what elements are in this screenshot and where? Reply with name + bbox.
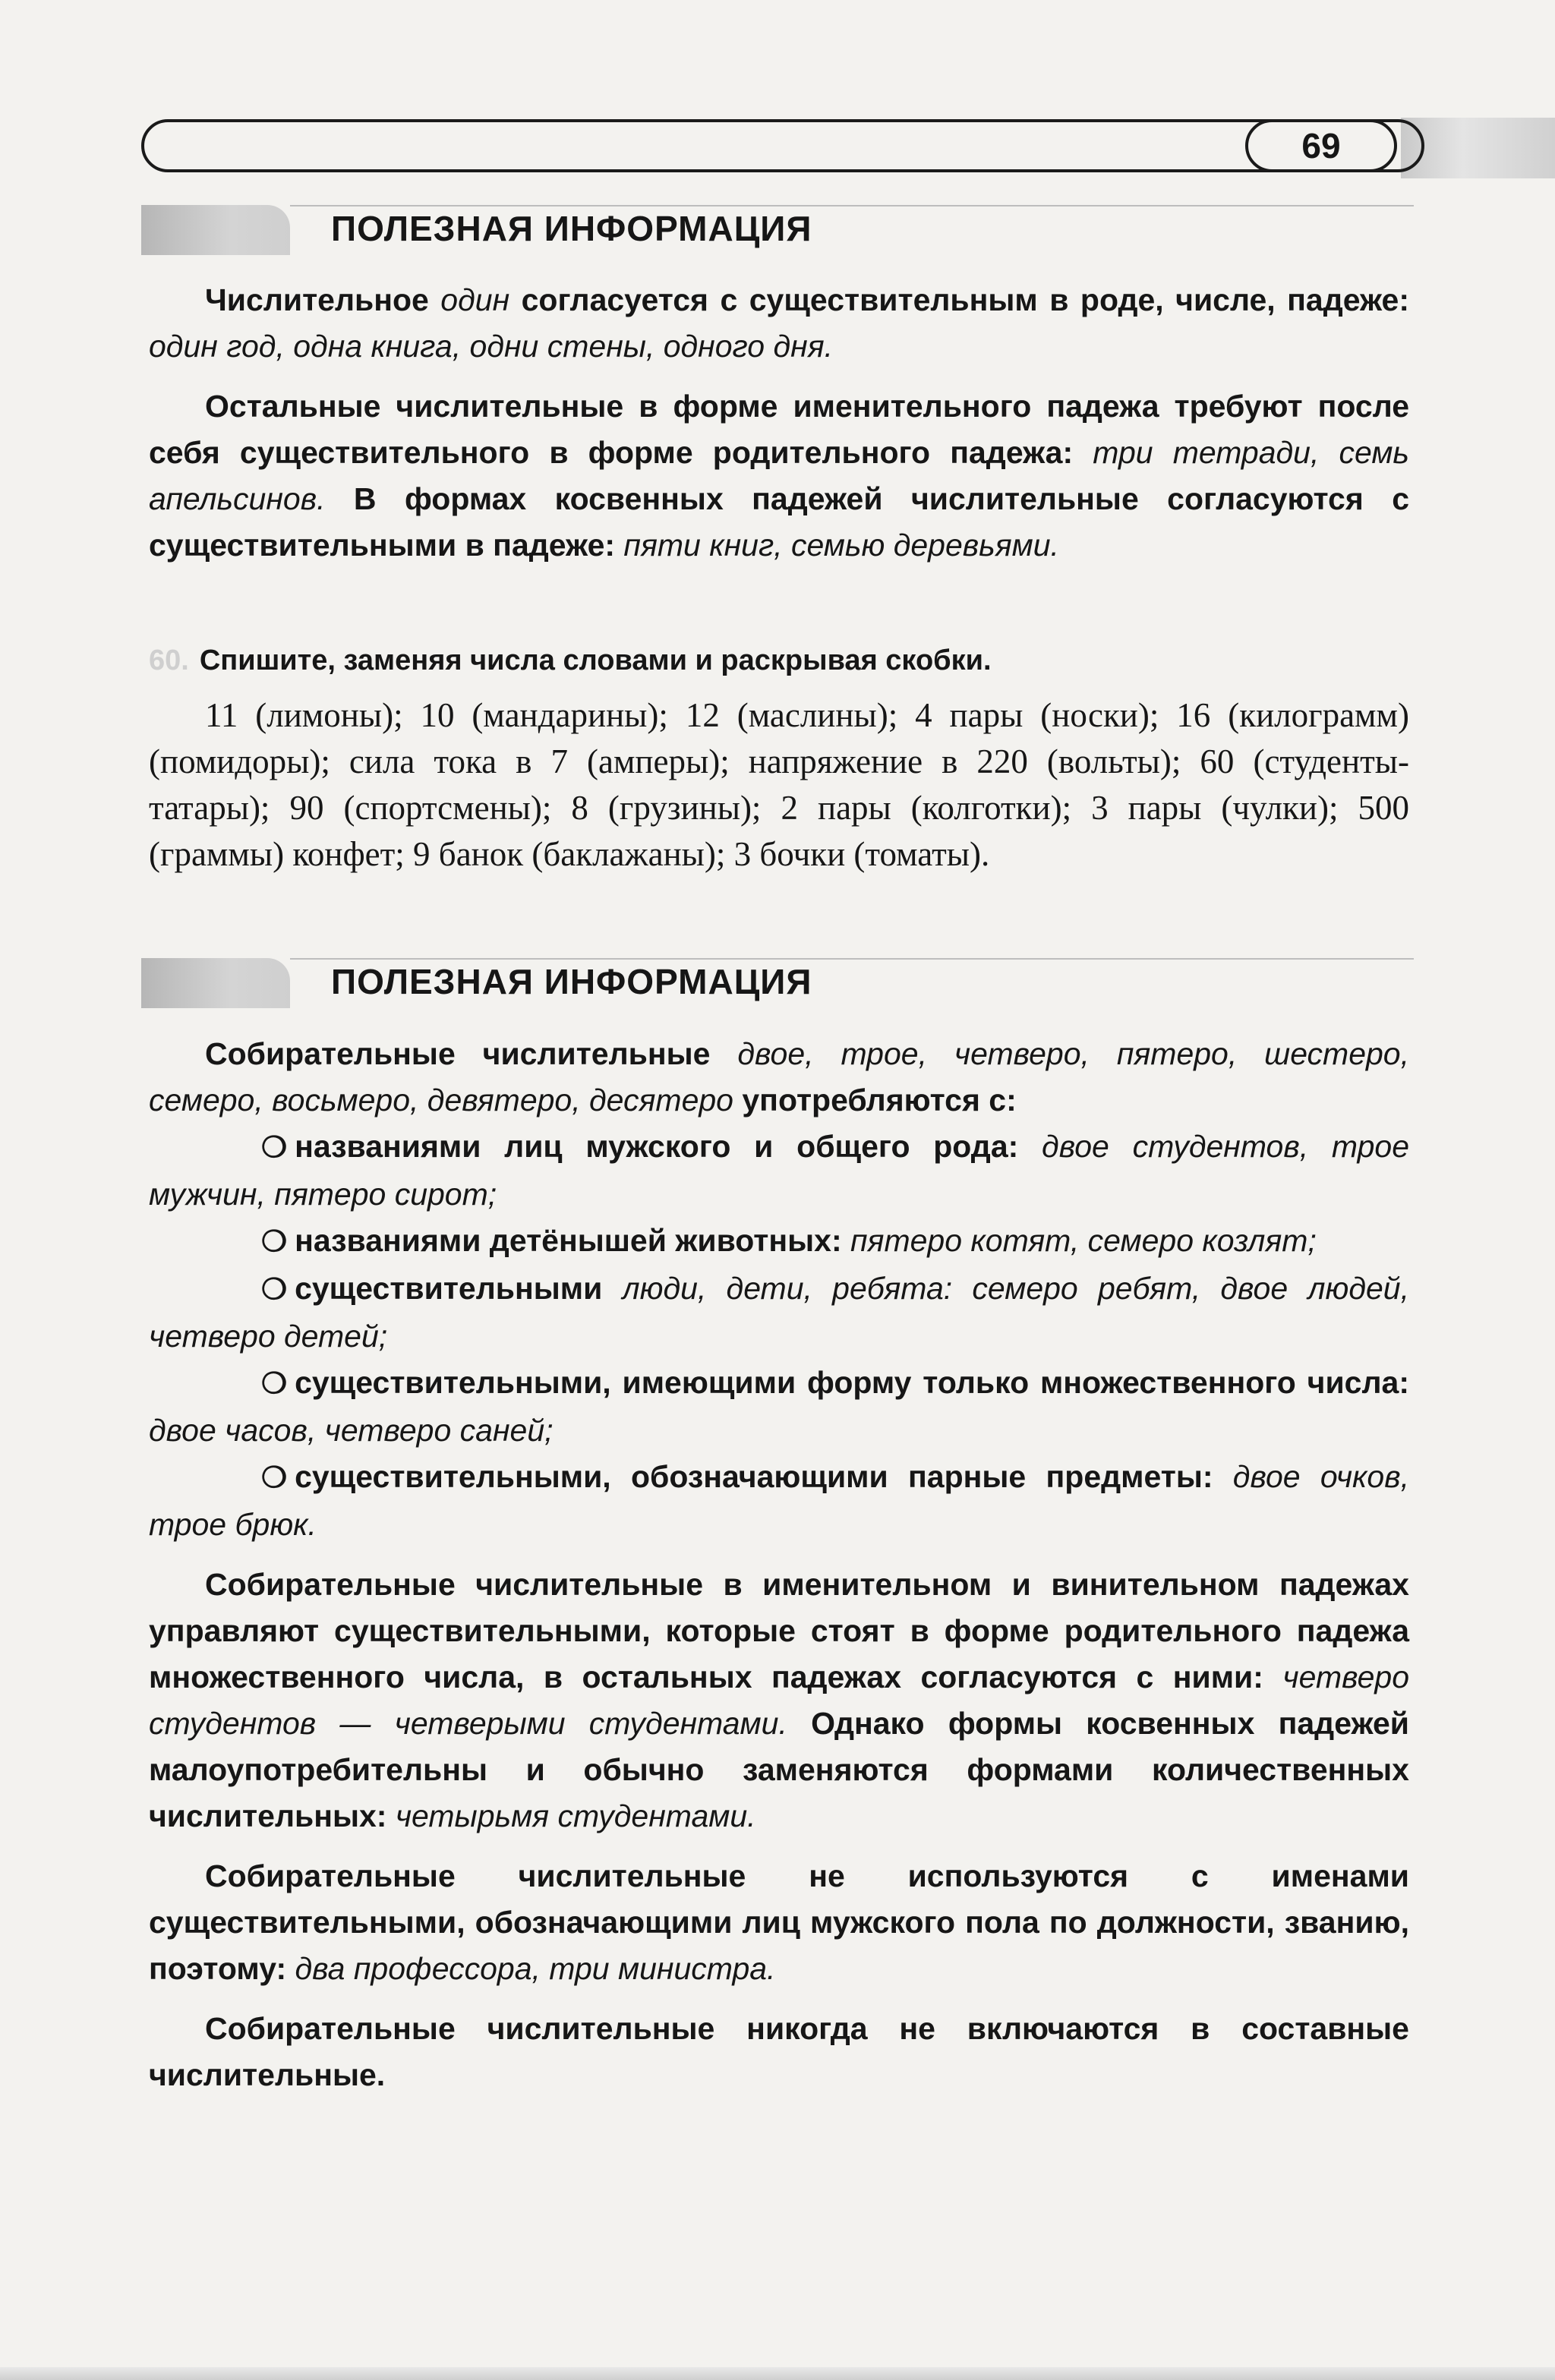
rule-text: Собирательные числительные в именительном и винительном падежах управляют существительными, которые стоят в форме родительного падежа множественного числа, в остальных падежах согласуются с ними: xyxy=(149,1567,1409,1694)
bullet-circle-icon: ❍ xyxy=(261,1226,288,1258)
bullet-item xyxy=(149,1266,1409,1360)
page-number xyxy=(1245,119,1397,172)
exercise-number: 60. xyxy=(149,645,189,676)
info-heading-1 xyxy=(141,205,1417,260)
bullet-item xyxy=(149,1360,1409,1454)
info-block-2 xyxy=(149,1031,1409,2112)
rule-text: Остальные числительные в форме именительного падежа требуют после себя существительного в форме родительного падежа: xyxy=(149,389,1409,470)
rule-text: названиями лиц мужского и общего рода: xyxy=(295,1129,1042,1164)
rule-text: существительными xyxy=(295,1271,623,1306)
exercise-text: 11 (лимоны); 10 (мандарины); 12 (маслины); 4 пары (носки); 16 (килограмм) (помидоры); сила тока в 7 (амперы); напряжение в 220 (вольты); 60 (студенты-татары); 90 (спортсмены); 8 (грузины); 2 пары (колготки); 3 пары (чулки); 500 (граммы) конфет; 9 банок (баклажаны); 3 бочки (томаты). xyxy=(149,696,1409,873)
info-block-1 xyxy=(149,277,1409,582)
exercise-instruction xyxy=(149,639,1409,682)
example-text: двое, трое, четверо, пятеро, шестеро, семеро, восьмеро, девятеро, десятеро xyxy=(149,1036,1409,1117)
bullet-item xyxy=(149,1454,1409,1548)
info-heading-title: ПОЛЕЗНАЯ ИНФОРМАЦИЯ xyxy=(331,962,812,1001)
example-text: один xyxy=(440,282,510,317)
example-text: один год, одна книга, одни стены, одного дня. xyxy=(149,329,833,364)
example-text: двое очков, трое брюк. xyxy=(149,1459,1409,1542)
rule-text: Однако формы косвенных падежей малоупотребительны и обычно заменяются формами количественных числительных: xyxy=(149,1706,1409,1833)
bullet-circle-icon: ❍ xyxy=(261,1462,288,1494)
page-number-text: 69 xyxy=(1301,126,1341,165)
rule-text: Собирательные числительные не используются с именами существительными, обозначающими лиц мужского пола по должности, званию, поэтому: xyxy=(149,1858,1409,1986)
rule-paragraph xyxy=(149,277,1409,370)
bullet-circle-icon: ❍ xyxy=(261,1274,288,1306)
info-heading-title: ПОЛЕЗНАЯ ИНФОРМАЦИЯ xyxy=(331,209,812,248)
rule-paragraph xyxy=(149,1562,1409,1839)
example-text: двое часов, четверо саней; xyxy=(149,1413,554,1448)
example-text: пяти книг, семью деревьями. xyxy=(623,528,1059,563)
example-text: четверо студентов — четверыми студентами. xyxy=(149,1660,1409,1741)
rule-text: употребляются с: xyxy=(733,1083,1017,1117)
rule-text: Собирательные числительные xyxy=(205,1036,738,1071)
bullet-item xyxy=(149,1218,1409,1266)
rule-text: Собирательные числительные никогда не включаются в составные числительные. xyxy=(149,2011,1409,2092)
example-text: три тетради, семь апельсинов. xyxy=(149,435,1409,516)
rule-text: существительными, обозначающими парные предметы: xyxy=(295,1459,1233,1494)
heading-rule xyxy=(290,958,1414,960)
exercise-body xyxy=(149,692,1409,878)
exercise-instruction-text: Спишите, заменяя числа словами и раскрывая скобки. xyxy=(199,645,992,676)
example-text: люди, дети, ребята: семеро ребят, двое людей, четверо детей; xyxy=(149,1271,1409,1354)
example-text: пятеро котят, семеро козлят; xyxy=(850,1223,1317,1258)
example-text: четырьмя студентами. xyxy=(395,1798,756,1833)
heading-tab xyxy=(141,205,290,255)
bullet-circle-icon: ❍ xyxy=(261,1368,288,1400)
heading-tab xyxy=(141,958,290,1008)
rule-text: существительными, имеющими форму только множественного числа: xyxy=(295,1365,1409,1400)
info-heading-2 xyxy=(141,958,1417,1013)
heading-rule xyxy=(290,205,1414,206)
bullet-circle-icon: ❍ xyxy=(261,1132,288,1164)
rule-text: В формах косвенных падежей числительные согласуются с существительными в падеже: xyxy=(149,481,1409,563)
rule-paragraph xyxy=(149,383,1409,569)
rule-paragraph xyxy=(149,2006,1409,2098)
rule-text: Числительное xyxy=(205,282,441,317)
rule-text: названиями детёнышей животных: xyxy=(295,1223,850,1258)
collective-intro xyxy=(149,1031,1409,1124)
page-bottom-edge xyxy=(0,2367,1555,2380)
rule-paragraph xyxy=(149,1853,1409,1992)
header-bar xyxy=(141,119,1424,172)
example-text: два профессора, три министра. xyxy=(295,1951,776,1986)
bullet-item xyxy=(149,1124,1409,1218)
rule-text: согласуется с существительным в роде, числе, падеже: xyxy=(509,282,1409,317)
example-text: двое студентов, трое мужчин, пятеро сирот; xyxy=(149,1129,1409,1212)
